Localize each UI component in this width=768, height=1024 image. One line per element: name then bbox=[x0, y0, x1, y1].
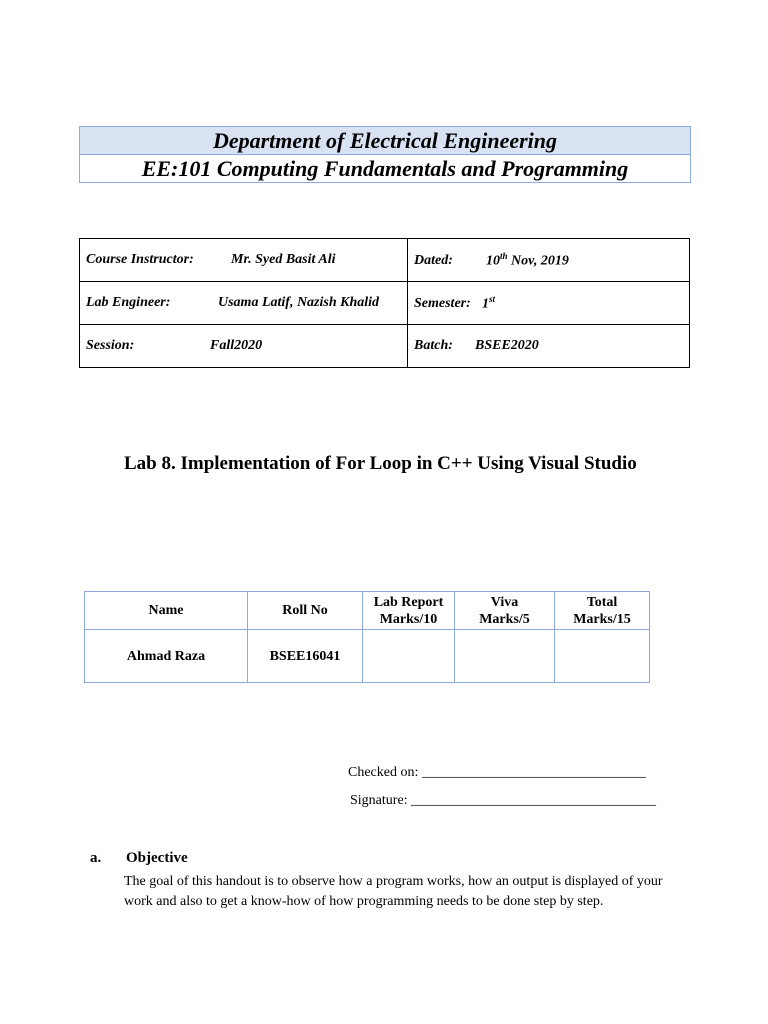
course-title: EE:101 Computing Fundamentals and Programming bbox=[141, 156, 629, 181]
session-value: Fall2020 bbox=[210, 338, 263, 353]
dated-cell bbox=[408, 239, 690, 282]
total-header-line1: Total bbox=[586, 594, 618, 610]
dated-value bbox=[486, 251, 569, 270]
engineer-value: Usama Latif, Nazish Khalid bbox=[218, 295, 380, 310]
col-total-header bbox=[555, 592, 650, 630]
student-name: Ahmad Raza bbox=[85, 630, 248, 683]
objective-number: a. bbox=[90, 850, 102, 866]
instructor-label: Course Instructor: bbox=[86, 252, 194, 267]
info-row-instructor bbox=[80, 239, 690, 282]
info-row-session bbox=[80, 325, 690, 368]
marks-table bbox=[84, 591, 650, 683]
engineer-cell bbox=[80, 282, 408, 325]
semester-label: Semester: bbox=[414, 296, 471, 312]
department-title: Department of Electrical Engineering bbox=[80, 127, 690, 155]
total-marks-cell[interactable] bbox=[555, 630, 650, 683]
instructor-value: Mr. Syed Basit Ali bbox=[231, 252, 336, 267]
dated-day: 10 bbox=[486, 253, 500, 269]
dated-label: Dated: bbox=[414, 253, 453, 269]
lab-title: Lab 8. Implementation of For Loop in C++ Using Visual Studio bbox=[124, 453, 637, 474]
batch-value: BSEE2020 bbox=[475, 338, 539, 353]
instructor-cell bbox=[80, 239, 408, 282]
semester-value bbox=[482, 294, 495, 313]
session-cell bbox=[80, 325, 408, 368]
report-marks-cell[interactable] bbox=[363, 630, 455, 683]
report-header-line2: Marks/10 bbox=[379, 611, 438, 627]
info-row-engineer bbox=[80, 282, 690, 325]
semester-sup: st bbox=[489, 293, 496, 304]
marks-header-row bbox=[85, 592, 650, 630]
col-report-header bbox=[363, 592, 455, 630]
checked-on-line: Checked on: ________________________________ bbox=[348, 765, 646, 780]
total-header-line2: Marks/15 bbox=[573, 611, 631, 627]
dated-sup: th bbox=[500, 250, 508, 261]
student-roll: BSEE16041 bbox=[248, 630, 363, 683]
table-row bbox=[85, 630, 650, 683]
objective-heading bbox=[90, 850, 188, 867]
course-info-table bbox=[79, 238, 690, 368]
col-viva-header bbox=[455, 592, 555, 630]
col-name-header: Name bbox=[85, 592, 248, 630]
document-header bbox=[79, 126, 691, 183]
engineer-label: Lab Engineer: bbox=[86, 295, 171, 310]
batch-label: Batch: bbox=[414, 338, 453, 353]
semester-cell bbox=[408, 282, 690, 325]
report-header-line1: Lab Report bbox=[373, 594, 444, 610]
dated-rest: Nov, 2019 bbox=[507, 253, 569, 269]
viva-marks-cell[interactable] bbox=[455, 630, 555, 683]
signature-line: Signature: ___________________________________ bbox=[350, 793, 657, 808]
batch-cell bbox=[408, 325, 690, 368]
objective-text: The goal of this handout is to observe how a program works, how an output is displayed of your work and also to get a know-how of how programming needs to be done step by step. bbox=[124, 874, 663, 909]
col-roll-header: Roll No bbox=[248, 592, 363, 630]
session-label: Session: bbox=[86, 338, 135, 353]
viva-header-line1: Viva bbox=[490, 594, 519, 610]
semester-num: 1 bbox=[482, 296, 489, 312]
viva-header-line2: Marks/5 bbox=[479, 611, 530, 627]
objective-title: Objective bbox=[126, 850, 188, 866]
